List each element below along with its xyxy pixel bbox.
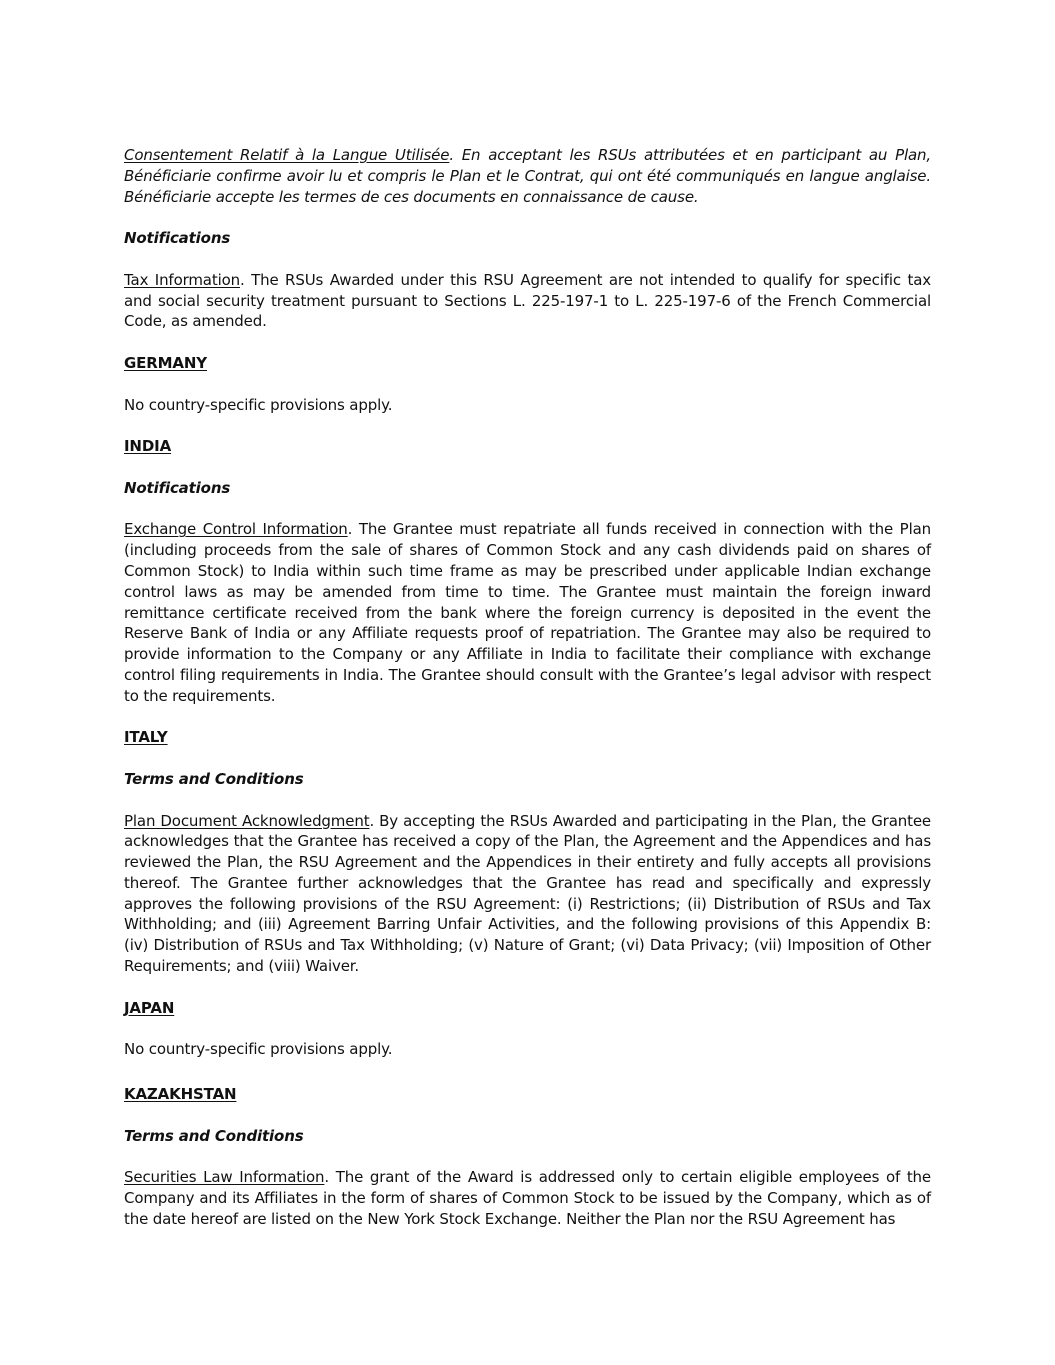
italy-plan-text: . By accepting the RSUs Awarded and participating in the Plan, the Grantee acknowledges that the Grantee has received a copy of the Plan, the Agreement and the Appendices and has reviewed the Plan, the RSU Agreement and the Appendices in their entirety and fully accepts all provisions thereof. The Grantee further acknowledges that the Grantee has read and specifically and expressly approves the following provisions of the RSU Agreement: (i) Restrictions; (ii) Distribution of RSUs and Tax Withholding; and (iii) Agreement Barring Unfair Activities, and the following provisions of this Appendix B: (iv) Distribution of RSUs and Tax Withholding; (v) Nature of Grant; (vi) Data Privacy; (vii) Imposition of Other Requirements; and (viii) Waiver. xyxy=(124,811,931,976)
france-consent-title: Consentement Relatif à la Langue Utilisée xyxy=(124,146,450,164)
germany-heading: GERMANY xyxy=(124,353,208,372)
document-page xyxy=(124,145,931,1230)
italy-plan-title: Plan Document Acknowledgment xyxy=(124,811,370,830)
italy-terms-heading: Terms and Conditions xyxy=(124,769,304,788)
india-heading: INDIA xyxy=(124,437,172,456)
kazakhstan-securities-paragraph xyxy=(124,1167,931,1229)
india-exchange-title: Exchange Control Information xyxy=(124,520,348,539)
india-exchange-paragraph xyxy=(124,519,931,706)
kazakhstan-heading: KAZAKHSTAN xyxy=(124,1085,237,1104)
france-consent-paragraph xyxy=(124,145,931,207)
india-notifications-heading: Notifications xyxy=(124,478,231,497)
italy-heading: ITALY xyxy=(124,728,168,747)
india-exchange-text: . The Grantee must repatriate all funds received in connection with the Plan (including proceeds from the sale of shares of Common Stock and any cash dividends paid on shares of Common Stock) to India within such time frame as may be prescribed under applicable Indian exchange control laws as may be amended from time to time. The Grantee must maintain the foreign inward remittance certificate received from the bank where the foreign currency is deposited in the event the Reserve Bank of India or any Affiliate requests proof of repatriation. The Grantee may also be required to provide information to the Company or any Affiliate in India to facilitate their compliance with exchange control filing requirements in India. The Grantee should consult with the Grantee’s legal advisor with respect to the requirements. xyxy=(124,520,931,705)
kazakhstan-securities-text: . The grant of the Award is addressed only to certain eligible employees of the Company and its Affiliates in the form of shares of Common Stock to be issued by the Company, which as of the date hereof are listed on the New York Stock Exchange. Neither the Plan nor the RSU Agreement has xyxy=(124,1168,931,1228)
france-consent-text: . En acceptant les RSUs attributées et en participant au Plan, Bénéficiarie confirme avoir lu et compris le Plan et le Contrat, qui ont été communiqués en langue anglaise. Bénéficiarie accepte les termes de ces documents en connaissance de cause. xyxy=(124,146,931,206)
france-tax-title: Tax Information xyxy=(124,270,240,289)
japan-text: No country-specific provisions apply. xyxy=(124,1040,393,1059)
japan-heading: JAPAN xyxy=(124,998,175,1017)
france-tax-text: . The RSUs Awarded under this RSU Agreement are not intended to qualify for specific tax and social security treatment pursuant to Sections L. 225-197-1 to L. 225-197-6 of the French Commercial Code, as amended. xyxy=(124,270,931,331)
kazakhstan-terms-heading: Terms and Conditions xyxy=(124,1126,304,1145)
france-tax-paragraph xyxy=(124,270,931,332)
kazakhstan-securities-title: Securities Law Information xyxy=(124,1168,325,1187)
italy-plan-paragraph xyxy=(124,811,931,977)
germany-text: No country-specific provisions apply. xyxy=(124,395,393,414)
france-notifications-heading: Notifications xyxy=(124,229,231,248)
